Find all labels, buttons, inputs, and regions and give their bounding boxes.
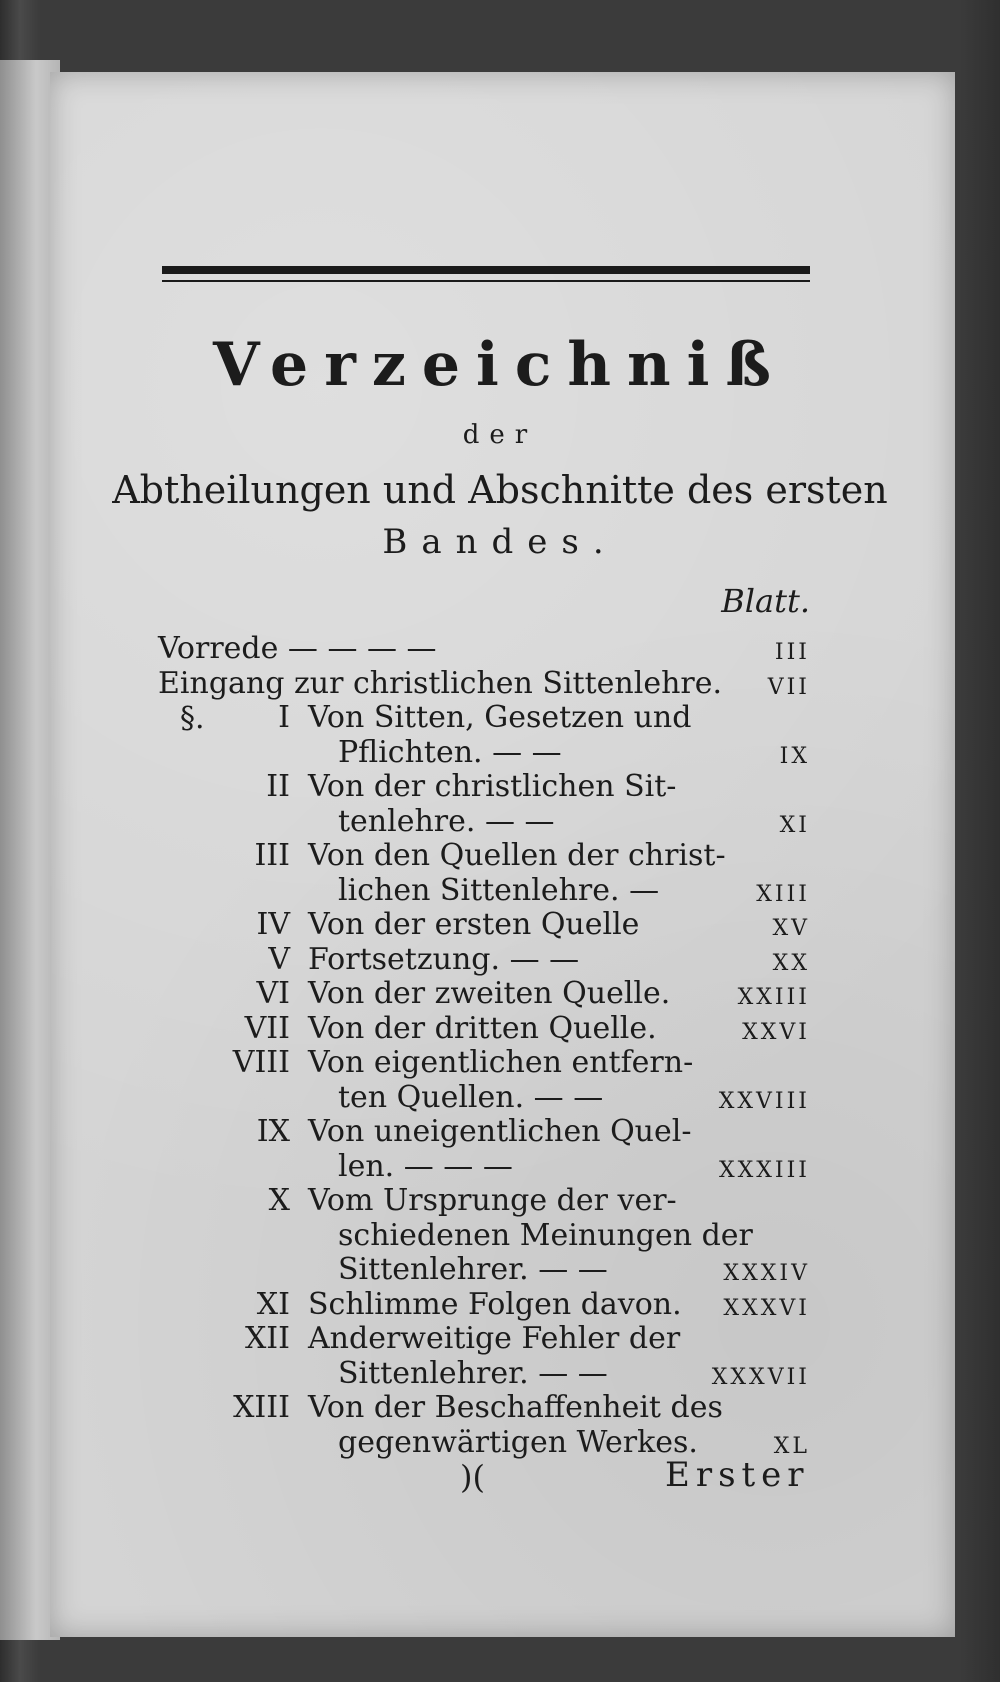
entry-page-number: XXVI [742, 1019, 810, 1045]
entry-text-line: Fortsetzung. — — [308, 941, 580, 977]
page-title: Verzeichniß [212, 330, 788, 400]
entry-text-line: Sittenlehrer. — — [338, 1252, 608, 1287]
entry-text-line: Eingang zur christlichen Sittenlehre. [158, 665, 723, 701]
entry-text-line: Schlimme Folgen davon. [308, 1286, 682, 1322]
entry-number: XII [244, 1321, 290, 1356]
entry-text-line: Anderweitige Fehler der [308, 1321, 681, 1356]
entry-text-line: tenlehre. — — [338, 803, 555, 839]
section-sign: §. [180, 701, 205, 736]
blatt-column-header: Blatt. [721, 582, 810, 620]
entry-number: VI [256, 976, 290, 1011]
entry-text-line: lichen Sittenlehre. — [338, 872, 660, 908]
header-rule-thin [162, 280, 810, 282]
entry-page-number: III [774, 640, 810, 665]
entry-number: V [268, 941, 290, 977]
signature-mark: )( [460, 1458, 485, 1496]
entry-text-line: Von der zweiten Quelle. [308, 976, 671, 1011]
entry-text-line: Vorrede — — — — [158, 631, 437, 666]
entry-text-line: Sittenlehrer. — — [338, 1355, 608, 1391]
entry-number: VII [244, 1010, 290, 1046]
entry-page-number: VII [767, 674, 810, 700]
subtitle-line-1: Abtheilungen und Abschnitte des ersten [112, 468, 888, 512]
entry-text-line: Pflichten. — — [338, 734, 562, 770]
entry-number: IV [256, 907, 290, 942]
entry-text-line: ten Quellen. — — [338, 1079, 604, 1115]
subtitle-line-2: Bandes. [382, 522, 618, 562]
entry-text-line: gegenwärtigen Werkes. [338, 1424, 698, 1460]
entry-number: XIII [233, 1390, 290, 1425]
entry-page-number: XXVIII [718, 1088, 810, 1114]
entry-page-number: XV [772, 916, 810, 941]
entry-text-line: Von eigentlichen entfern- [308, 1045, 694, 1080]
entry-page-number: XXXIV [723, 1261, 810, 1286]
entry-page-number: XI [779, 812, 810, 838]
entry-text-line: Von der ersten Quelle [308, 907, 640, 942]
entry-number: III [254, 838, 290, 873]
entry-text-line: schiedenen Meinungen der [338, 1217, 753, 1253]
entry-text-line: Von der dritten Quelle. [308, 1010, 657, 1046]
entry-number: XI [256, 1286, 290, 1322]
header-rule-thick [162, 266, 810, 274]
entry-text-line: Von der Beschaffenheit des [308, 1390, 723, 1425]
entry-number: VIII [232, 1045, 290, 1080]
catchword: Erster [665, 1455, 810, 1495]
entry-page-number: XX [772, 950, 810, 976]
entry-page-number: XXXVII [711, 1364, 810, 1390]
entry-text-line: Vom Ursprunge der ver- [308, 1183, 677, 1218]
entry-text-line: Von den Quellen der christ- [308, 838, 726, 873]
entry-text-line: len. — — — [338, 1148, 513, 1184]
entry-number: IX [256, 1114, 290, 1149]
entry-number: I [278, 700, 290, 735]
entry-number: II [266, 769, 290, 804]
entry-page-number: XXIII [737, 985, 810, 1010]
entry-number: X [268, 1183, 290, 1218]
entry-page-number: XL [773, 1433, 810, 1459]
entry-page-number: IX [779, 743, 810, 769]
title-der: der [462, 420, 538, 450]
entry-text-line: Von uneigentlichen Quel- [308, 1114, 692, 1149]
entry-page-number: XXXVI [723, 1295, 810, 1321]
entry-text-line: Von Sitten, Gesetzen und [308, 700, 692, 735]
entry-page-number: XIII [756, 881, 810, 907]
entry-text-line: Von der christlichen Sit- [308, 769, 677, 804]
entry-page-number: XXXIII [718, 1157, 810, 1183]
